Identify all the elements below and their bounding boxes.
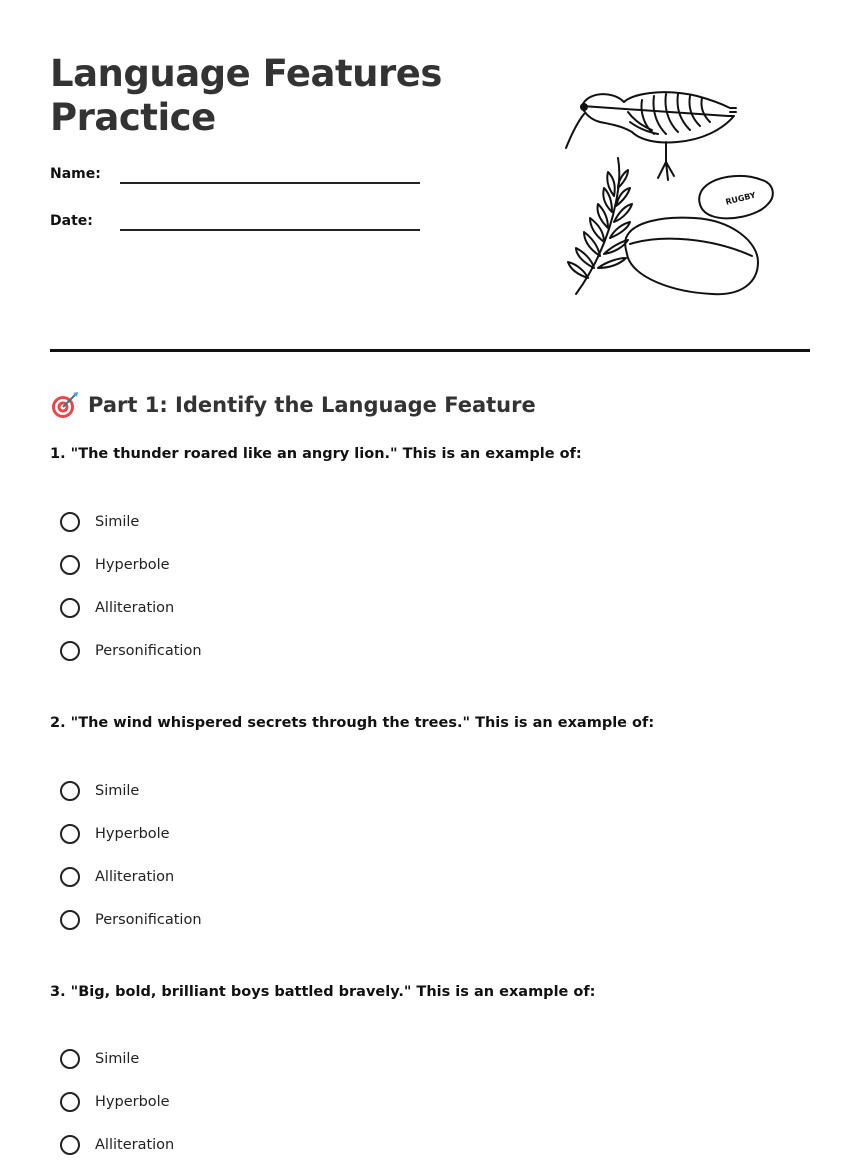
q2-option-simile[interactable]: Simile xyxy=(60,778,139,804)
rugby-ball-icon xyxy=(625,218,758,295)
rugby-ball-text: RUGBY xyxy=(724,190,757,207)
name-field[interactable] xyxy=(50,166,420,196)
name-write-line[interactable] xyxy=(120,182,420,184)
q1-option-alliteration[interactable]: Alliteration xyxy=(60,595,174,621)
page-title: Language Features Practice xyxy=(50,52,442,139)
radio-button[interactable] xyxy=(60,641,80,661)
target-dart-icon xyxy=(50,390,80,420)
q3-option-simile[interactable]: Simile xyxy=(60,1046,139,1072)
q1-option-simile[interactable]: Simile xyxy=(60,509,139,535)
q3-option-hyperbole[interactable]: Hyperbole xyxy=(60,1089,170,1115)
fern-icon xyxy=(568,158,632,294)
kiwi-bird-icon xyxy=(566,92,736,180)
date-write-line[interactable] xyxy=(120,229,420,231)
kiwi-rugby-illustration xyxy=(562,82,778,300)
radio-button[interactable] xyxy=(60,781,80,801)
name-label: Name: xyxy=(50,166,101,182)
section-title: Part 1: Identify the Language Feature xyxy=(88,393,536,417)
radio-button[interactable] xyxy=(60,1049,80,1069)
section-heading xyxy=(50,389,536,421)
q3-option-alliteration[interactable]: Alliteration xyxy=(60,1132,174,1158)
q1-option-hyperbole[interactable]: Hyperbole xyxy=(60,552,170,578)
question-3: 3. "Big, bold, brilliant boys battled bravely." This is an example of: xyxy=(50,984,596,1000)
date-field[interactable] xyxy=(50,213,420,243)
q2-option-personification[interactable]: Personification xyxy=(60,907,202,933)
q1-option-personification[interactable]: Personification xyxy=(60,638,202,664)
radio-button[interactable] xyxy=(60,867,80,887)
date-label: Date: xyxy=(50,213,93,229)
radio-button[interactable] xyxy=(60,555,80,575)
radio-button[interactable] xyxy=(60,910,80,930)
radio-button[interactable] xyxy=(60,598,80,618)
question-2: 2. "The wind whispered secrets through the trees." This is an example of: xyxy=(50,715,655,731)
question-1: 1. "The thunder roared like an angry lion." This is an example of: xyxy=(50,446,582,462)
radio-button[interactable] xyxy=(60,512,80,532)
radio-button[interactable] xyxy=(60,1092,80,1112)
radio-button[interactable] xyxy=(60,824,80,844)
q2-option-alliteration[interactable]: Alliteration xyxy=(60,864,174,890)
radio-button[interactable] xyxy=(60,1135,80,1155)
q2-option-hyperbole[interactable]: Hyperbole xyxy=(60,821,170,847)
header-divider xyxy=(50,349,810,352)
